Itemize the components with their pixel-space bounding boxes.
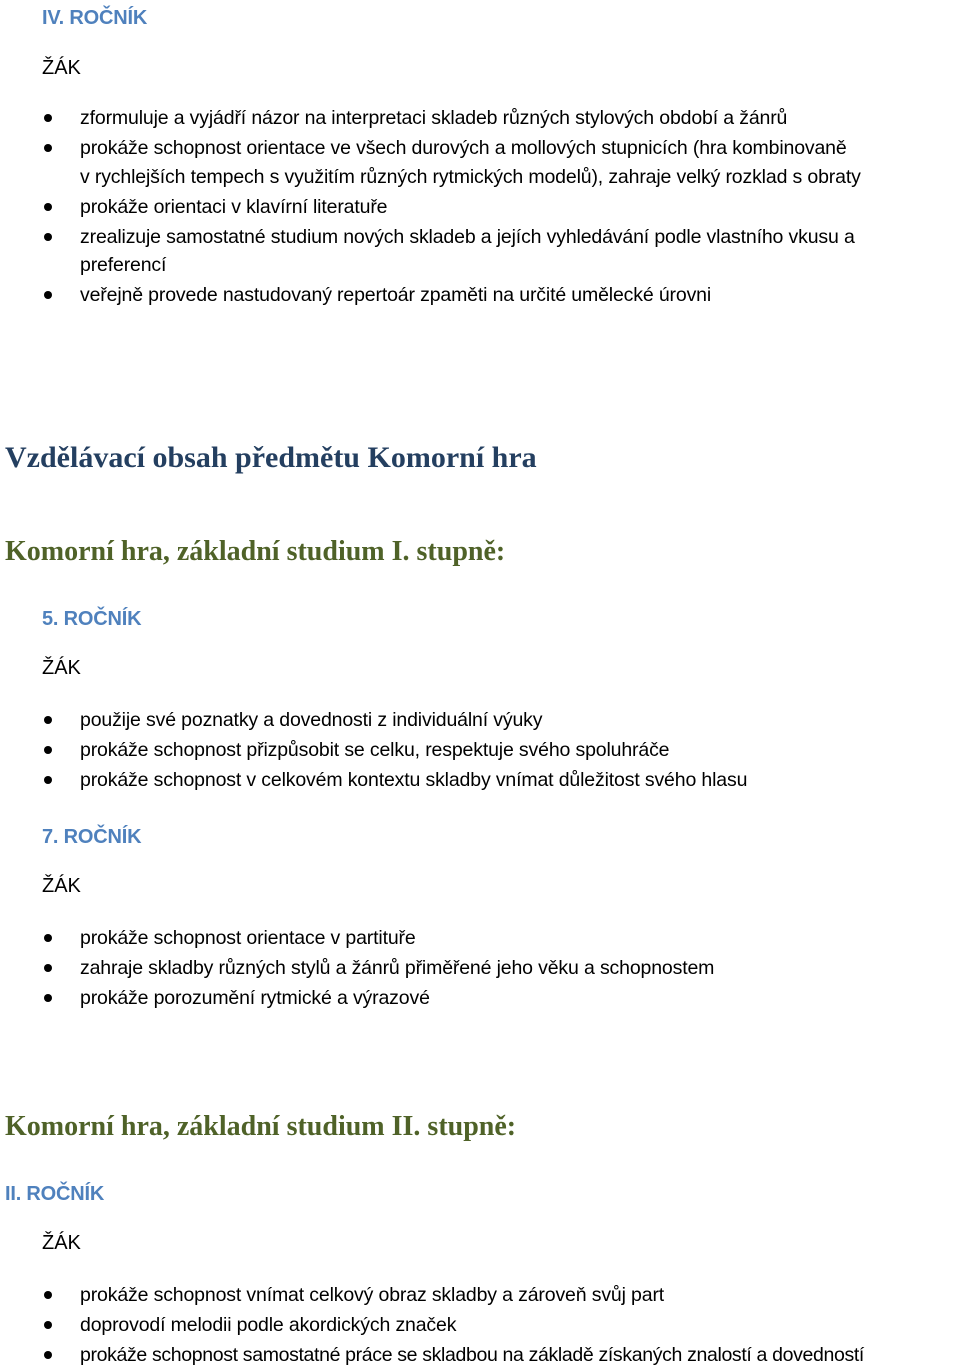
bullet-icon — [44, 291, 52, 299]
page-title: Vzdělávací obsah předmětu Komorní hra — [5, 441, 537, 474]
list-item: prokáže schopnost přizpůsobit se celku, respektuje svého spoluhráče — [80, 739, 670, 761]
bullet-icon — [44, 716, 52, 724]
rocnik-heading-ii: II. ROČNÍK — [5, 1183, 105, 1205]
rocnik-heading-iv: IV. ROČNÍK — [42, 7, 148, 29]
list-item: doprovodí melodii podle akordických značek — [80, 1314, 457, 1336]
section-heading-stupen-2: Komorní hra, základní studium II. stupně: — [5, 1111, 517, 1142]
bullet-icon — [44, 233, 52, 241]
bullet-icon — [44, 203, 52, 211]
list-item: zformuluje a vyjádří názor na interpretaci skladeb různých stylových období a žánrů — [80, 107, 788, 129]
list-item: prokáže porozumění rytmické a výrazové — [80, 987, 430, 1009]
list-item: prokáže orientaci v klavírní literatuře — [80, 196, 388, 218]
list-item: prokáže schopnost samostatné práce se skladbou na základě získaných znalostí a dovedností — [80, 1344, 865, 1366]
bullet-icon — [44, 1351, 52, 1359]
zak-label: ŽÁK — [42, 1232, 81, 1254]
list-item: prokáže schopnost vnímat celkový obraz skladby a zároveň svůj part — [80, 1284, 665, 1306]
bullet-icon — [44, 776, 52, 784]
section-heading-stupen-1: Komorní hra, základní studium I. stupně: — [5, 536, 506, 567]
list-item: použije své poznatky a dovednosti z individuální výuky — [80, 709, 543, 731]
bullet-icon — [44, 934, 52, 942]
list-item: prokáže schopnost orientace ve všech durových a mollových stupnicích (hra kombinovaně — [80, 137, 847, 159]
bullet-icon — [44, 144, 52, 152]
zak-label: ŽÁK — [42, 875, 81, 897]
bullet-icon — [44, 746, 52, 754]
bullet-icon — [44, 994, 52, 1002]
list-item: zahraje skladby různých stylů a žánrů přiměřené jeho věku a schopnostem — [80, 957, 715, 979]
bullet-icon — [44, 1321, 52, 1329]
list-item-continuation: v rychlejších tempech s využitím různých rytmických modelů), zahraje velký rozklad s obraty — [80, 166, 861, 188]
zak-label: ŽÁK — [42, 657, 81, 679]
list-item: zrealizuje samostatné studium nových skladeb a jejích vyhledávání podle vlastního vkusu a — [80, 226, 855, 248]
bullet-icon — [44, 1291, 52, 1299]
list-item: prokáže schopnost v celkovém kontextu skladby vnímat důležitost svého hlasu — [80, 769, 748, 791]
list-item: prokáže schopnost orientace v partituře — [80, 927, 416, 949]
list-item: veřejně provede nastudovaný repertoár zpaměti na určité umělecké úrovni — [80, 284, 712, 306]
rocnik-heading-5: 5. ROČNÍK — [42, 608, 142, 630]
bullet-icon — [44, 964, 52, 972]
list-item-continuation: preferencí — [80, 254, 167, 276]
zak-label: ŽÁK — [42, 57, 81, 79]
rocnik-heading-7: 7. ROČNÍK — [42, 826, 142, 848]
bullet-icon — [44, 114, 52, 122]
